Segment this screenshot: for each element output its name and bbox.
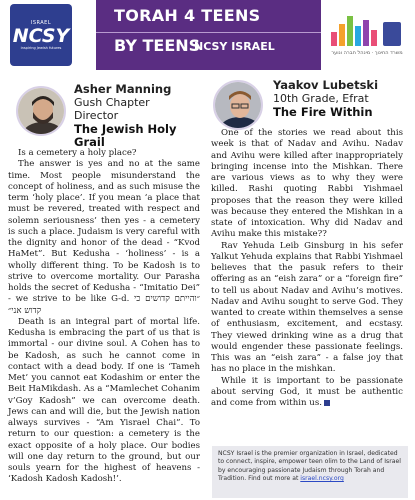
author-role: Director	[74, 109, 119, 122]
title-divider	[96, 32, 321, 33]
paragraph: One of the stories we read about this week is that of Nadav and Avihu. Nadav and Avihu were killed after inappropriately bringing incense into the Mishkan. There are various views as to why they were killed. Rashi quoting Rabbi Yishmael proposes that the reason they were killed was because they entered the Mishkan in a state of intoxication. Why did Nadav and Avihu make this mistake??	[211, 128, 403, 240]
avatar	[213, 80, 263, 130]
article-body	[211, 128, 403, 409]
left-article	[8, 76, 200, 486]
logo-top-text: ISRAEL	[30, 20, 52, 26]
avatar	[16, 86, 66, 136]
paragraph: Death is an integral part of mortal life. Kedusha is embracing the part of us that is immortal - our divine soul. A Cohen has to be Kadosh, as such he cannot come in contact with a dead body. If one is ‘Tameh Met’ you cannot eat Kodashim or enter the Beit HaMikdash. As a “Mamlechet Cohanim v’Goy Kadosh” we can overcome death. Jews can and will die, but the Jewish nation always survives - “Am Yisrael Chai”. To return to our question: a cemetery is the exact opposite of a holy place. Our bodies will one day return to the ground, but our souls yearn for the highest of heavens - ‘Kadosh Kadosh Kadosh!’.	[8, 316, 200, 485]
ncsy-logo[interactable]	[10, 4, 72, 66]
author-role: Gush Chapter	[74, 96, 150, 109]
header-banner	[0, 0, 415, 70]
paragraph: Rav Yehuda Leib Ginsburg in his sefer Yalkut Yehuda explains that Rabbi Yishmael believes that the pasuk refers to their offering as an “eish zara” or a “foreign fire” to tell us about Nadav and Avihu’s motives. Nadav and Avihu sought to serve God. They wanted to create within themselves a sense of enthusiasm, excitement, and ecstasy. They viewed drinking wine as a drug that would engender these passionate feelings. This was an “eish zara” - a false joy that has no place in the mishkan.	[211, 240, 403, 375]
ministry-caption: משרד החינוך · מינהל חברה ונוער	[331, 50, 403, 56]
title-bar	[96, 0, 321, 70]
org-name: NCSY ISRAEL	[194, 40, 275, 53]
info-box	[212, 446, 408, 498]
right-author-block	[211, 76, 403, 126]
right-article	[211, 76, 403, 409]
page-subtitle: BY TEENS	[114, 36, 201, 55]
article-body	[8, 148, 200, 486]
article-title: The Jewish Holy	[74, 122, 177, 136]
ministry-logo-graphic	[327, 14, 407, 46]
paragraph: Is a cemetery a holy place?	[18, 148, 137, 158]
logo-tagline: inspiring Jewish futures	[20, 46, 62, 50]
article-title: The Fire Within	[273, 105, 373, 119]
left-author-block	[8, 76, 200, 149]
page-title: TORAH 4 TEENS	[114, 6, 261, 25]
logo-main-text: NCSY	[12, 25, 70, 47]
ministry-logo	[327, 8, 407, 64]
author-name: Asher Manning	[74, 82, 172, 96]
paragraph	[211, 376, 403, 410]
info-text: NCSY Israel is the premier organization in Israel, dedicated to connect, inspire, empower teen olim to the Land of Israel by encouraging passionate Judaism through Torah and Tradition. Find out more at	[218, 450, 401, 482]
website-link[interactable]: israel.ncsy.org	[300, 474, 344, 482]
author-role: 10th Grade, Efrat	[273, 92, 369, 105]
article-title: Grail	[74, 135, 105, 149]
end-mark-icon	[324, 400, 330, 406]
paragraph-text: While it is important to be passionate about serving God, it must be authentic and come from within us.	[211, 375, 403, 408]
author-name: Yaakov Lubetski	[273, 78, 379, 92]
paragraph: The answer is yes and no at the same time. Most people misunderstand the concept of holiness, and as such misuse the term ‘holy place’. If you mean ‘a place that must be revered, treated with respect and solemn seriousness’ then yes - a cemetery is such a place. Judaism is very careful with the dignity and honor of the dead - “Kvod HaMet”. But Kedusha - ‘holiness’ - is a wholly different thing. To be Kadosh is to strive to overcome mortality. Our Parasha holds the secret of Kedusha - “Imitatio Dei” - we strive to be like G-d. ״והייתם קדושים כי קדוש אני״	[8, 159, 200, 316]
